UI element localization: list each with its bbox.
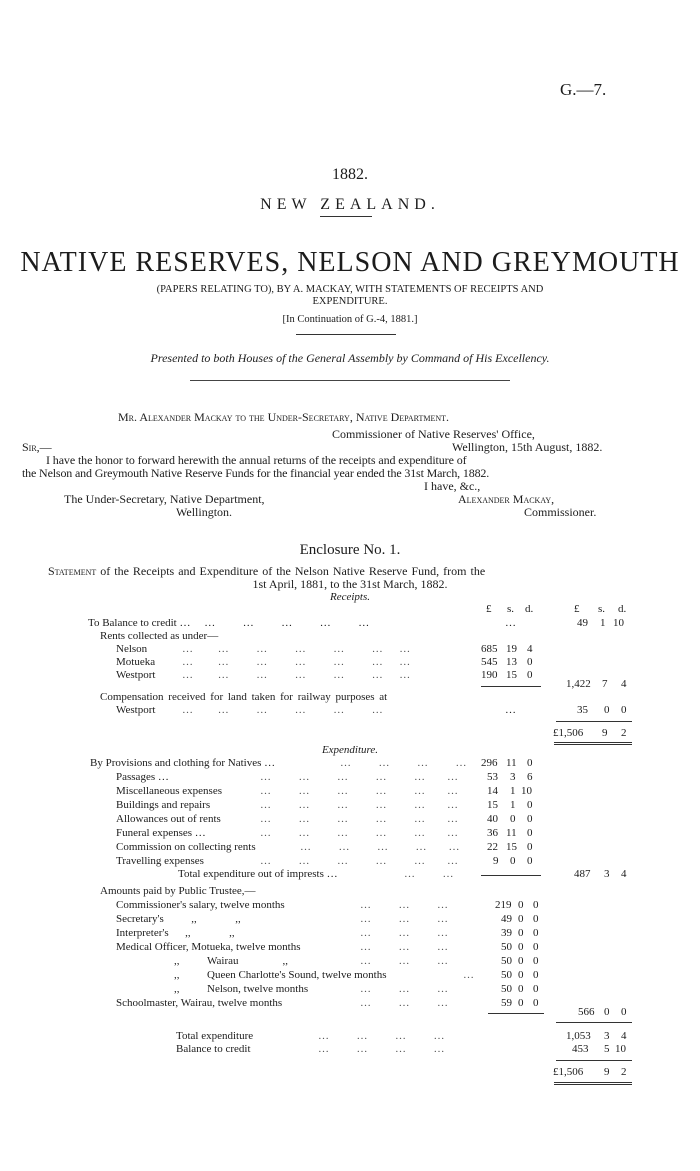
rent-nelson-pounds: 685 <box>481 643 498 655</box>
rent-motueka-pounds: 545 <box>481 656 498 668</box>
trustee-item-label: Secretary's ,, ,, <box>116 913 241 925</box>
expense-item-label: Travelling expenses <box>116 855 204 867</box>
balance-to-credit-label: Balance to credit <box>176 1043 251 1055</box>
rent-motueka-pence: 0 <box>527 656 533 668</box>
expense-item-label: Buildings and repairs <box>116 799 211 811</box>
expense-pence: 0 <box>527 757 533 769</box>
rent-nelson-pence: 4 <box>527 643 533 655</box>
column-header-pounds: £ <box>486 603 492 615</box>
total-rule <box>554 742 632 743</box>
expense-pounds: 40 <box>487 813 498 825</box>
leader-dots: … … … <box>360 899 448 911</box>
expense-pence: 0 <box>527 799 533 811</box>
expense-shillings: 1 <box>510 785 516 797</box>
trustee-item-label: Medical Officer, Motueka, twelve months <box>116 941 301 953</box>
rent-westport-pence: 0 <box>527 669 533 681</box>
trustee-shillings: 0 <box>518 927 524 939</box>
trustee-total-pence: 0 <box>621 1006 627 1018</box>
column-header-pounds: £ <box>574 603 580 615</box>
divider <box>320 216 372 217</box>
column-header-pence: d. <box>618 603 627 615</box>
trustee-shillings: 0 <box>518 941 524 953</box>
total-expenditure-pence: 4 <box>621 1030 627 1042</box>
leader-dots: … <box>463 969 474 981</box>
column-header-pence: d. <box>525 603 534 615</box>
leader-dots: … … … … <box>318 1030 445 1042</box>
trustee-pence: 0 <box>533 927 539 939</box>
expense-shillings: 0 <box>510 813 516 825</box>
trustee-item-label: ,, Wairau ,, <box>174 955 288 967</box>
receipts-grand-total-shillings: 9 <box>602 727 608 739</box>
trustee-item-label: Interpreter's ,, ,, <box>116 927 235 939</box>
trustee-shillings: 0 <box>518 955 524 967</box>
rent-westport-shillings: 15 <box>506 669 517 681</box>
signature: Alexander Mackay, <box>458 492 555 506</box>
letter-body-line-1: I have the honor to forward herewith the annual returns of the receipts and expenditure of <box>46 453 467 467</box>
leader-dots: … … … … … … <box>260 827 458 839</box>
divider <box>296 334 396 335</box>
leader-dots: … … … … <box>318 1043 445 1055</box>
trustee-item-label: Schoolmaster, Wairau, twelve months <box>116 997 283 1009</box>
expense-item-label: Funeral expenses … <box>116 827 206 839</box>
leader-dots: … … <box>404 868 454 880</box>
total-rule <box>554 1082 632 1083</box>
leader-dots: … … … … … … <box>260 813 458 825</box>
expense-pounds: 53 <box>487 771 498 783</box>
leader-dots: … … … … … <box>300 841 460 853</box>
expense-pounds: 9 <box>493 855 499 867</box>
addressee-line-1: The Under-Secretary, Native Department, <box>64 492 265 506</box>
trustee-pence: 0 <box>533 941 539 953</box>
trustee-pounds: 49 <box>501 913 512 925</box>
expense-item-label: By Provisions and clothing for Natives … <box>90 757 276 769</box>
expense-item-label: Commission on collecting rents <box>116 841 256 853</box>
rents-label: Rents collected as under— <box>100 630 219 642</box>
expense-pounds: 15 <box>487 799 498 811</box>
addressee-line-2: Wellington. <box>176 505 233 519</box>
rent-westport-pounds: 190 <box>481 669 498 681</box>
sum-rule <box>488 1013 544 1014</box>
expense-shillings: 3 <box>510 771 516 783</box>
imprests-total-pounds: 487 <box>574 868 591 880</box>
total-expenditure-label: Total expenditure <box>176 1030 254 1042</box>
expense-pence: 0 <box>527 827 533 839</box>
leader-dots: … … … <box>360 913 448 925</box>
paper-reference: G.—7. <box>560 80 607 99</box>
receipt-balance-pence: 10 <box>613 617 624 629</box>
office-line-2: Wellington, 15th August, 1882. <box>452 440 603 454</box>
trustee-item-label: ,, Nelson, twelve months <box>174 983 309 995</box>
balance-pence: 10 <box>615 1043 626 1055</box>
total-rule <box>554 1084 632 1085</box>
leader-dots: … … … … … … <box>260 855 458 867</box>
rents-total-shillings: 7 <box>602 678 608 690</box>
subtitle-line-1: (PAPERS RELATING TO), BY A. MACKAY, WITH STATEMENTS OF RECEIPTS AND <box>156 284 544 295</box>
leader-dots: … … … … … … … <box>182 656 411 668</box>
compensation-pence: 0 <box>621 704 627 716</box>
expense-shillings: 15 <box>506 841 517 853</box>
expense-shillings: 0 <box>510 855 516 867</box>
letter-heading: Mr. Alexander Mackay to the Under-Secretary, Native Department. <box>118 410 450 424</box>
trustee-pence: 0 <box>533 983 539 995</box>
enclosure-title: Enclosure No. 1. <box>299 542 401 558</box>
expense-pence: 0 <box>527 813 533 825</box>
presented-note: Presented to both Houses of the General Assembly by Command of His Excellency. <box>150 351 550 365</box>
trustee-label: Amounts paid by Public Trustee,— <box>100 885 256 897</box>
compensation-line-2: Westport <box>116 704 156 716</box>
trustee-pence: 0 <box>533 913 539 925</box>
expense-pence: 0 <box>527 841 533 853</box>
trustee-shillings: 0 <box>518 913 524 925</box>
imprests-total-pence: 4 <box>621 868 627 880</box>
trustee-total-pounds: 566 <box>578 1006 595 1018</box>
trustee-pounds: 50 <box>501 983 512 995</box>
trustee-shillings: 0 <box>518 969 524 981</box>
trustee-item-label: ,, Queen Charlotte's Sound, twelve months <box>174 969 387 981</box>
signature-title: Commissioner. <box>524 505 597 519</box>
trustee-pence: 0 <box>533 955 539 967</box>
receipts-grand-total-pounds: £1,506 <box>553 727 584 739</box>
expense-pounds: 296 <box>481 757 498 769</box>
sum-rule <box>556 1022 632 1023</box>
expense-pounds: 14 <box>487 785 498 797</box>
subtitle-line-2: EXPENDITURE. <box>312 296 388 307</box>
expense-shillings: 1 <box>510 799 516 811</box>
receipts-grand-total-pence: 2 <box>621 727 627 739</box>
rent-motueka-label: Motueka <box>116 656 156 668</box>
leader-dots: … … … … … … <box>260 785 458 797</box>
expense-pence: 0 <box>527 855 533 867</box>
trustee-pence: 0 <box>533 969 539 981</box>
leader-dots: … … … … … … <box>260 799 458 811</box>
office-line-1: Commissioner of Native Reserves' Office, <box>332 427 535 441</box>
expenditure-grand-total-shillings: 9 <box>604 1066 610 1078</box>
leader-dots: … … … <box>360 997 448 1009</box>
sum-rule <box>481 686 541 687</box>
receipts-heading: Receipts. <box>329 591 370 603</box>
expense-shillings: 11 <box>506 827 517 839</box>
letter-closing: I have, &c., <box>424 479 481 493</box>
sum-rule <box>556 721 632 722</box>
trustee-item-label: Commissioner's salary, twelve months <box>116 899 285 911</box>
imprests-total-label: Total expenditure out of imprests … <box>178 868 338 880</box>
leader-dots: … … … … … … <box>182 704 383 716</box>
leader-dots: … … … <box>360 927 448 939</box>
expense-item-label: Miscellaneous expenses <box>116 785 222 797</box>
leader-dots: … … … … <box>340 757 467 769</box>
leader-dots: … … … … … … <box>260 771 458 783</box>
rents-total-pence: 4 <box>621 678 627 690</box>
trustee-pounds: 219 <box>495 899 512 911</box>
salutation: Sir,— <box>22 440 52 454</box>
letter-body-line-2: the Nelson and Greymouth Native Reserve Funds for the financial year ended the 31st March, 1882. <box>22 466 490 480</box>
column-header-shillings: s. <box>598 603 606 615</box>
receipt-balance-shillings: 1 <box>600 617 606 629</box>
statement-line-1: Statement of the Receipts and Expenditure of the Nelson Native Reserve Fund, from the <box>48 564 486 578</box>
compensation-line-1: Compensation received for land taken for railway purposes at <box>100 691 388 703</box>
rent-westport-label: Westport <box>116 669 156 681</box>
total-expenditure-shillings: 3 <box>604 1030 610 1042</box>
expense-pounds: 36 <box>487 827 498 839</box>
year: 1882. <box>332 166 368 183</box>
trustee-pounds: 50 <box>501 955 512 967</box>
rent-motueka-shillings: 13 <box>506 656 517 668</box>
receipt-balance-inner: … <box>505 617 516 629</box>
balance-pounds: 453 <box>572 1043 589 1055</box>
trustee-pounds: 59 <box>501 997 512 1009</box>
expense-item-label: Allowances out of rents <box>116 813 221 825</box>
trustee-shillings: 0 <box>518 899 524 911</box>
rent-nelson-label: Nelson <box>116 643 148 655</box>
compensation-shillings: 0 <box>604 704 610 716</box>
compensation-pounds: 35 <box>577 704 588 716</box>
imprests-total-shillings: 3 <box>604 868 610 880</box>
expense-shillings: 11 <box>506 757 517 769</box>
expenditure-heading: Expenditure. <box>321 744 379 756</box>
trustee-pounds: 50 <box>501 969 512 981</box>
receipt-balance-pounds: 49 <box>577 617 588 629</box>
country: NEW ZEALAND. <box>260 196 440 213</box>
document-title: NATIVE RESERVES, NELSON AND GREYMOUTH <box>20 247 680 278</box>
trustee-pounds: 50 <box>501 941 512 953</box>
expenditure-grand-total-pounds: £1,506 <box>553 1066 584 1078</box>
divider <box>190 380 510 381</box>
sum-rule <box>556 1060 632 1061</box>
trustee-pence: 0 <box>533 899 539 911</box>
total-expenditure-pounds: 1,053 <box>566 1030 591 1042</box>
rents-total-pounds: 1,422 <box>566 678 591 690</box>
sum-rule <box>481 875 541 876</box>
trustee-total-shillings: 0 <box>604 1006 610 1018</box>
trustee-pounds: 39 <box>501 927 512 939</box>
statement-line-2: 1st April, 1881, to the 31st March, 1882. <box>252 577 448 591</box>
receipt-balance-label: To Balance to credit … … … … … … <box>88 617 370 629</box>
expense-pence: 6 <box>527 771 533 783</box>
trustee-pence: 0 <box>533 997 539 1009</box>
trustee-shillings: 0 <box>518 983 524 995</box>
expense-pounds: 22 <box>487 841 498 853</box>
leader-dots: … … … … … … … <box>182 669 411 681</box>
expense-pence: 10 <box>521 785 532 797</box>
continuation-note: [In Continuation of G.-4, 1881.] <box>282 314 418 325</box>
leader-dots: … … … … … … … <box>182 643 411 655</box>
rent-nelson-shillings: 19 <box>506 643 517 655</box>
column-header-shillings: s. <box>507 603 515 615</box>
trustee-shillings: 0 <box>518 997 524 1009</box>
expense-item-label: Passages … <box>116 771 169 783</box>
balance-shillings: 5 <box>604 1043 610 1055</box>
leader-dots: … … … <box>360 955 448 967</box>
leader-dots: … … … <box>360 941 448 953</box>
leader-dots: … … … <box>360 983 448 995</box>
expenditure-grand-total-pence: 2 <box>621 1066 627 1078</box>
compensation-inner: … <box>505 704 516 716</box>
